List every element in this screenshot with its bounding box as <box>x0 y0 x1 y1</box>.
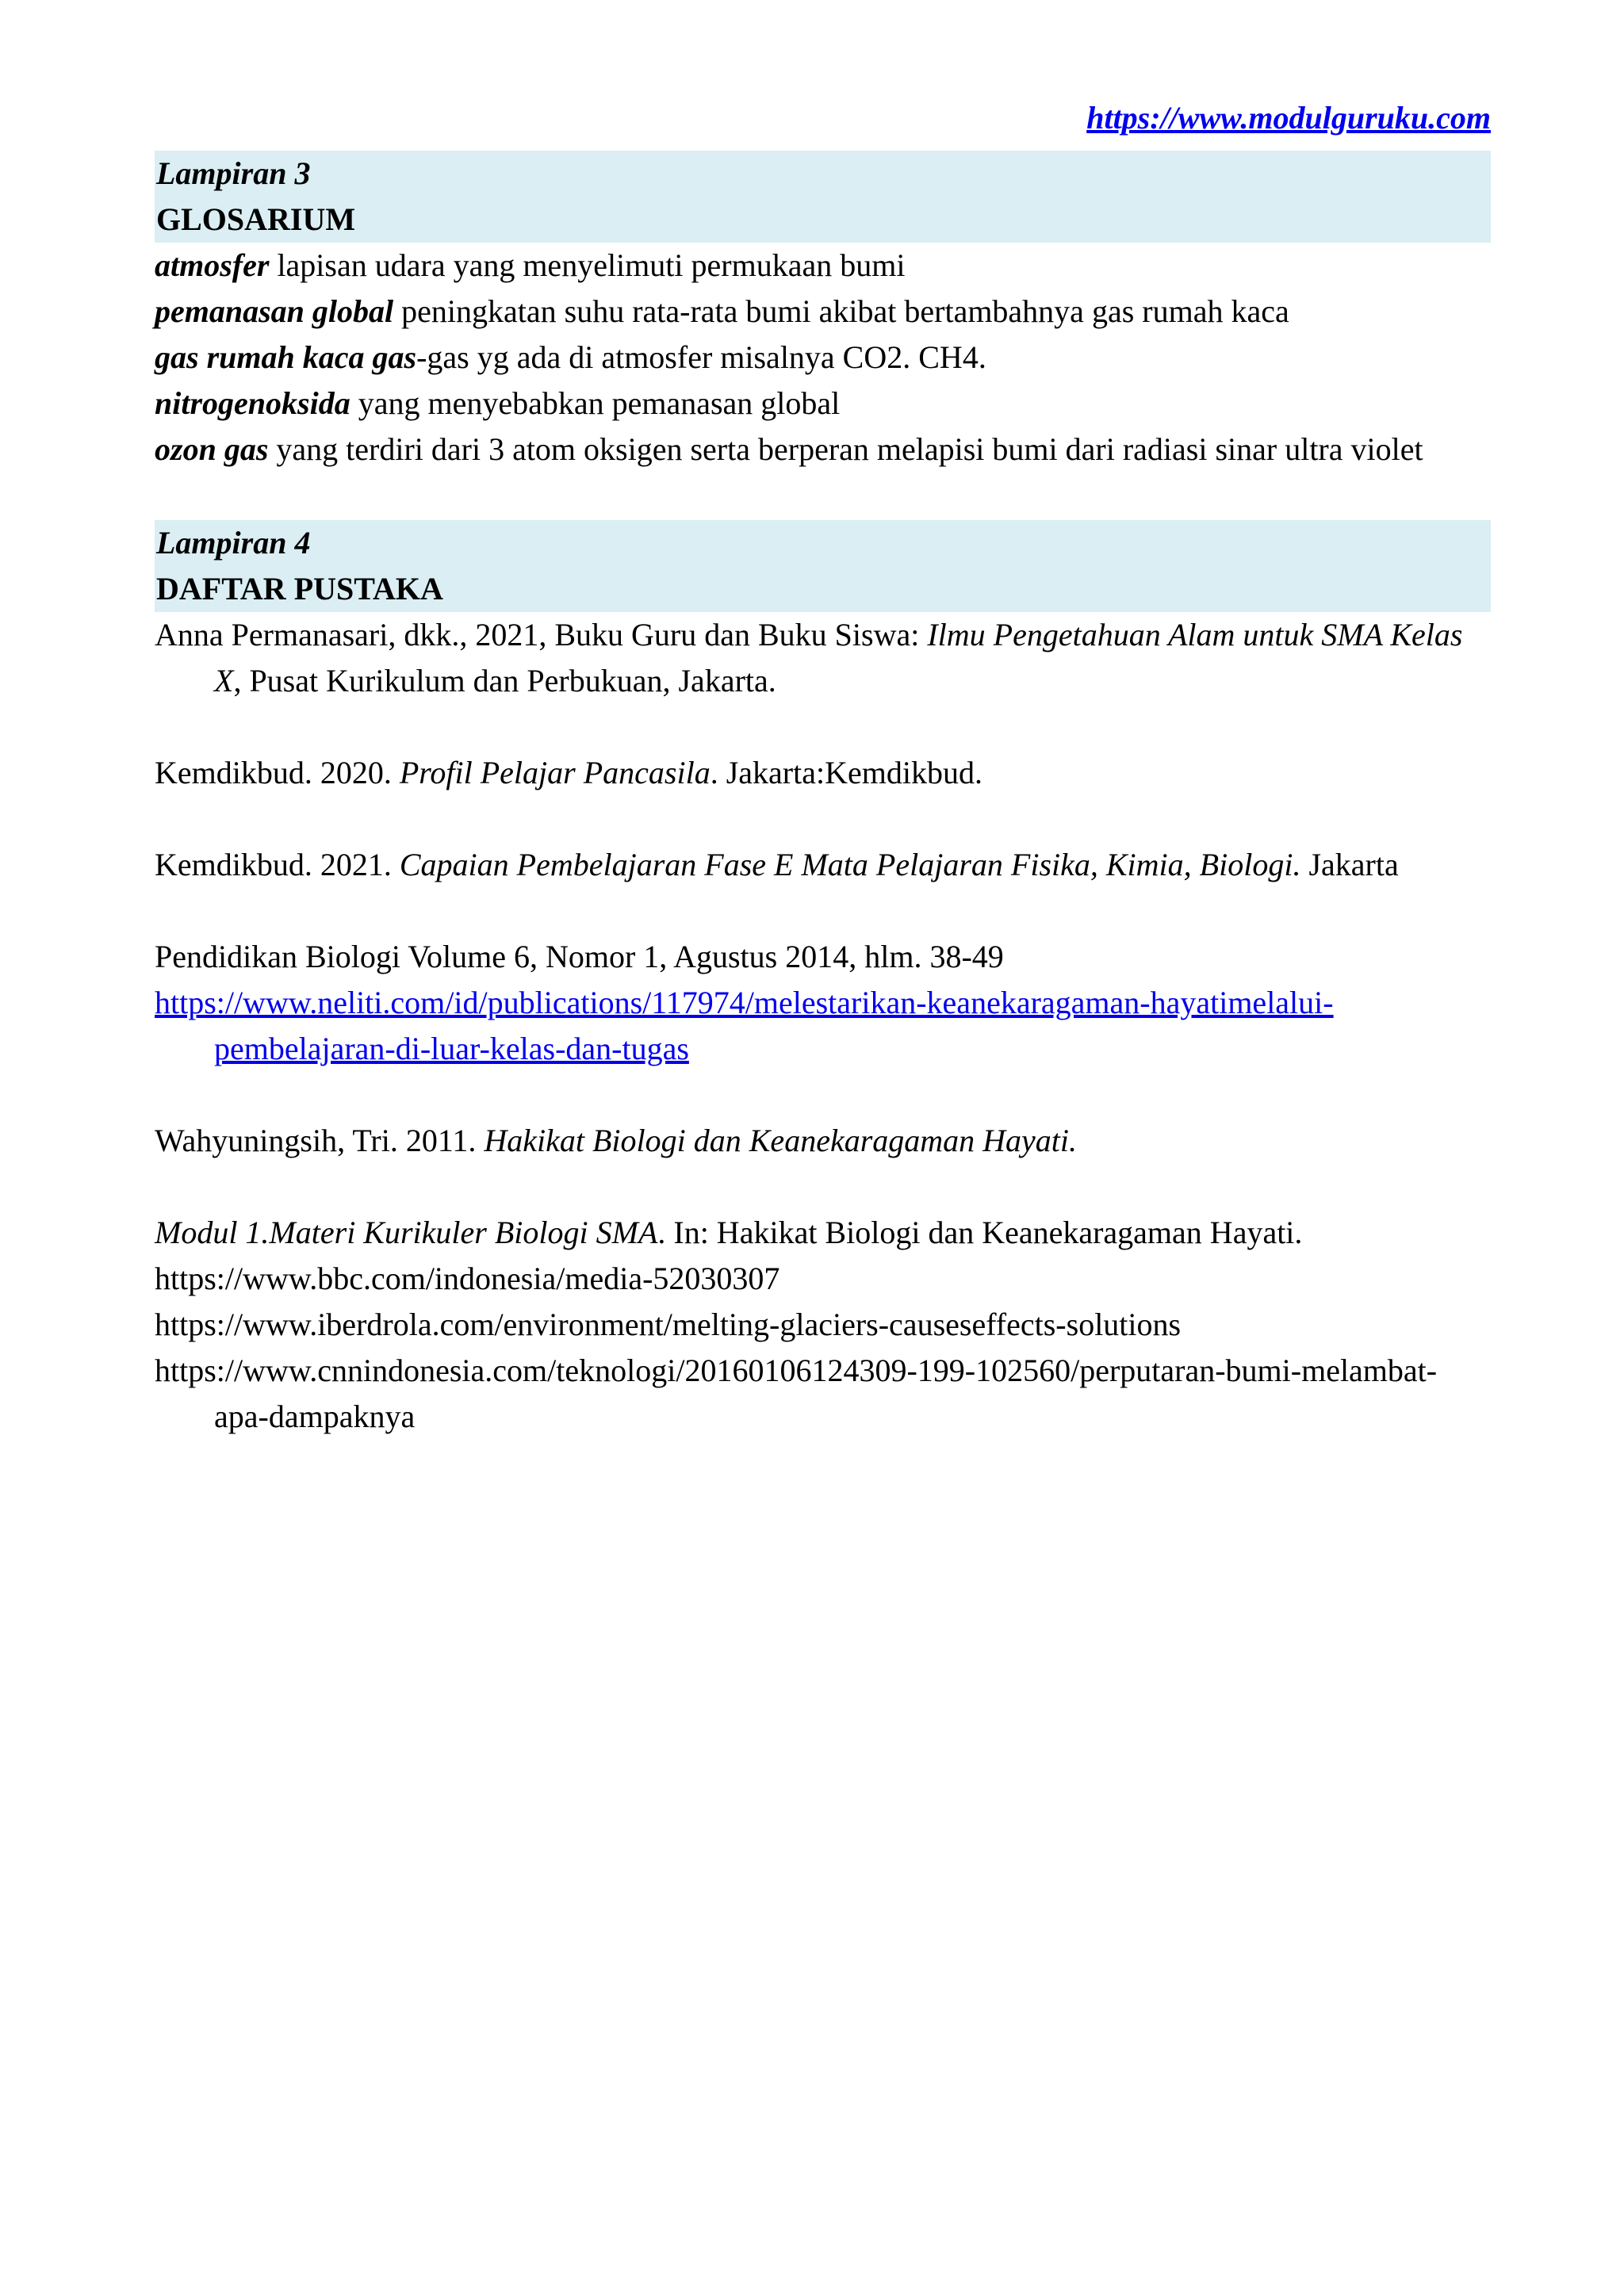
glosarium-heading <box>155 151 1491 243</box>
glossary-term: ozon gas <box>155 431 269 467</box>
reference-item <box>155 980 1491 1072</box>
glossary-definition: yang menyebabkan pemanasan global <box>350 385 841 421</box>
reference-title: Capaian Pembelajaran Fase E Mata Pelajaran Fisika, Kimia, Biologi. <box>399 847 1301 882</box>
reference-title: Profil Pelajar Pancasila <box>399 755 710 790</box>
reference-title: Ilmu Pengetahuan Alam untuk SMA Kelas X <box>214 617 1463 698</box>
reference-text: Kemdikbud. 2021. <box>155 847 400 882</box>
header-url-link[interactable]: https://www.modulguruku.com <box>1086 100 1491 136</box>
reference-spacer <box>155 796 1491 842</box>
glossary-entry <box>155 289 1491 335</box>
glossary-term: atmosfer <box>155 247 270 283</box>
pustaka-heading <box>155 520 1491 612</box>
reference-item: https://www.cnnindonesia.com/teknologi/20160106124309-199-102560/perputaran-bumi-melambat-apa-dampaknya <box>155 1353 1438 1434</box>
reference-item <box>155 842 1491 888</box>
reference-item: https://www.bbc.com/indonesia/media-52030307 <box>155 1261 780 1296</box>
reference-spacer <box>155 1072 1491 1118</box>
glosarium-title: GLOSARIUM <box>156 201 356 237</box>
section-spacer <box>155 473 1491 520</box>
glosarium-list <box>155 243 1491 473</box>
reference-item <box>155 612 1491 704</box>
reference-item: https://www.iberdrola.com/environment/melting-glaciers-causeseffects-solutions <box>155 1307 1182 1342</box>
glossary-entry <box>155 427 1491 473</box>
reference-text: Jakarta <box>1300 847 1399 882</box>
reference-text: Anna Permanasari, dkk., 2021, Buku Guru dan Buku Siswa: <box>155 617 928 652</box>
glossary-term: pemanasan global <box>155 293 394 329</box>
reference-title: Hakikat Biologi dan Keanekaragaman Hayati. <box>484 1123 1078 1158</box>
reference-text: Kemdikbud. 2020. <box>155 755 400 790</box>
glossary-definition: lapisan udara yang menyelimuti permukaan bumi <box>269 247 906 283</box>
pustaka-label: Lampiran 4 <box>156 525 311 561</box>
glossary-entry <box>155 381 1491 427</box>
pustaka-title: DAFTAR PUSTAKA <box>156 571 443 607</box>
reference-list <box>155 612 1491 1440</box>
reference-text: . Jakarta:Kemdikbud. <box>710 755 982 790</box>
glosarium-label: Lampiran 3 <box>156 155 311 191</box>
reference-item <box>155 1118 1491 1164</box>
page-content <box>155 95 1491 1440</box>
reference-title: Modul 1.Materi Kurikuler Biologi SMA <box>155 1215 658 1250</box>
reference-text: Wahyuningsih, Tri. 2011. <box>155 1123 485 1158</box>
reference-text: , Pusat Kurikulum dan Perbukuan, Jakarta. <box>233 663 776 698</box>
reference-link[interactable]: https://www.neliti.com/id/publications/117974/melestarikan-keanekaragaman-hayatimelalui-pembelajaran-di-luar-kelas-dan-tugas <box>155 985 1334 1066</box>
reference-spacer <box>155 888 1491 934</box>
reference-spacer <box>155 704 1491 750</box>
glossary-definition: yang terdiri dari 3 atom oksigen serta berperan melapisi bumi dari radiasi sinar ultra violet <box>268 431 1423 467</box>
glossary-entry <box>155 335 1491 381</box>
glossary-definition: -gas yg ada di atmosfer misalnya CO2. CH4. <box>416 339 986 375</box>
glossary-definition: peningkatan suhu rata-rata bumi akibat bertambahnya gas rumah kaca <box>393 293 1289 329</box>
reference-spacer <box>155 1164 1491 1210</box>
reference-item <box>155 1210 1491 1256</box>
glossary-term: gas rumah kaca gas <box>155 339 417 375</box>
reference-text: . In: Hakikat Biologi dan Keanekaragaman Hayati. <box>657 1215 1303 1250</box>
reference-item <box>155 750 1491 796</box>
reference-item: Pendidikan Biologi Volume 6, Nomor 1, Agustus 2014, hlm. 38-49 <box>155 939 1004 974</box>
glossary-entry <box>155 243 1491 289</box>
glossary-term: nitrogenoksida <box>155 385 350 421</box>
